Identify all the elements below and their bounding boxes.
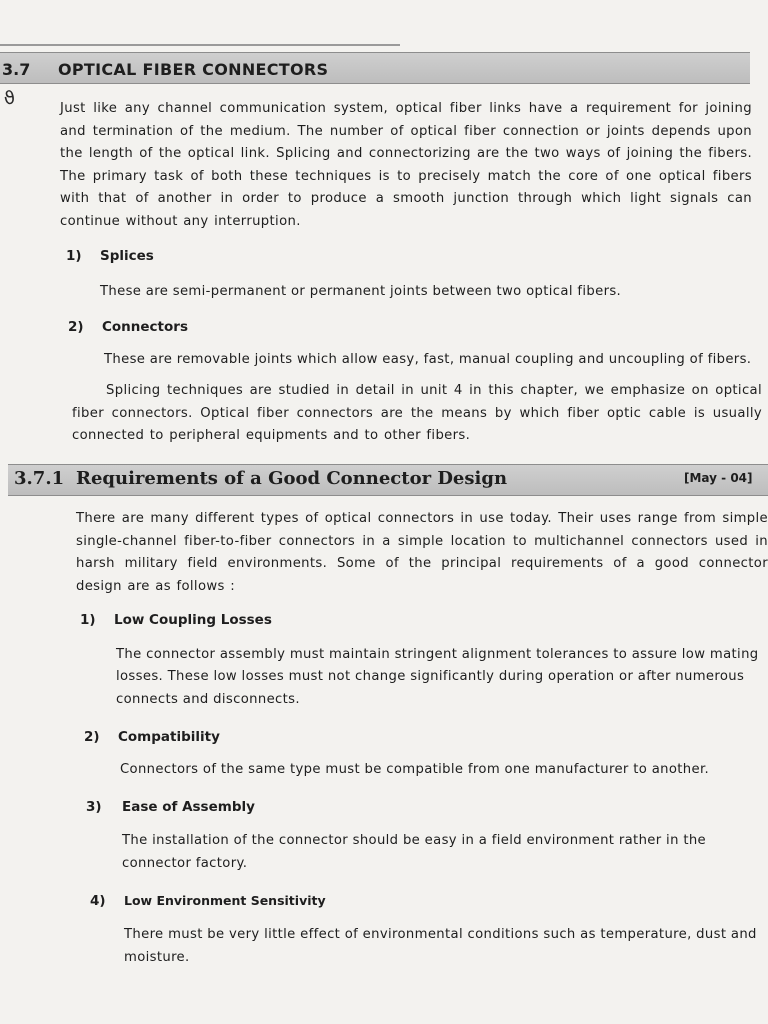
requirement-body-line: losses. These low losses must not change significantly during operation or after numerous <box>116 669 745 684</box>
requirement-heading-ease-of-assembly: Ease of Assembly <box>122 799 255 815</box>
subsection-title: Requirements of a Good Connector Design <box>76 468 508 489</box>
margin-annotation: ϑ <box>2 87 17 110</box>
requirement-body-line: There must be very little effect of environmental conditions such as temperature, dust and <box>124 927 757 942</box>
intro-paragraph: Just like any channel communication system, optical fiber links have a requirement for joining and termination of the medium. The number of optical fiber connection or joints depends upon the length of the optical link. Splicing and connectorizing are the two ways of joining the fibers. The primary task of both these techniques is to precisely match the core of one optical fibers with that of another in order to produce a smooth junction through which light signals can continue without any interruption. <box>60 101 752 229</box>
requirement-number: 2) <box>84 729 100 745</box>
requirement-body-line: Connectors of the same type must be compatible from one manufacturer to another. <box>120 762 710 777</box>
requirement-number: 4) <box>90 893 106 909</box>
method-number: 2) <box>68 319 84 335</box>
method-number: 1) <box>66 248 82 264</box>
section-title: OPTICAL FIBER CONNECTORS <box>58 60 329 79</box>
subsection-number: 3.7.1 <box>14 468 65 489</box>
requirement-number: 1) <box>80 612 96 628</box>
requirement-heading-compatibility: Compatibility <box>118 729 220 745</box>
exam-tag: [May - 04] <box>684 471 753 485</box>
requirement-body-line: moisture. <box>124 950 190 965</box>
requirement-body-line: connector factory. <box>122 856 248 871</box>
requirement-body-line: The connector assembly must maintain stringent alignment tolerances to assure low mating <box>116 647 759 662</box>
requirement-body-line: connects and disconnects. <box>116 692 300 707</box>
splicing-paragraph: Splicing techniques are studied in detail in unit 4 in this chapter, we emphasize on optical fiber connectors. Optical fiber connectors are the means by which fiber optic cable is usually connected to peripheral equipments and to other fibers. <box>72 383 762 443</box>
requirement-heading-low-coupling-losses: Low Coupling Losses <box>114 612 272 628</box>
method-body-splices: These are semi-permanent or permanent joints between two optical fibers. <box>100 284 622 299</box>
subsection-paragraph: There are many different types of optical connectors in use today. Their uses range from simple single-channel fiber-to-fiber connectors in a simple location to multichannel connectors used in harsh military field environments. Some of the principal requirements of a good connector design are as follows : <box>76 511 768 594</box>
requirement-number: 3) <box>86 799 102 815</box>
top-rule <box>0 44 400 46</box>
method-heading-connectors: Connectors <box>102 319 188 335</box>
section-number: 3.7 <box>2 60 31 79</box>
method-heading-splices: Splices <box>100 248 154 264</box>
requirement-heading-low-environment-sensitivity: Low Environment Sensitivity <box>124 893 326 908</box>
requirement-body-line: The installation of the connector should be easy in a field environment rather in the <box>122 833 707 848</box>
method-body-connectors: These are removable joints which allow easy, fast, manual coupling and uncoupling of fibers. <box>104 352 752 367</box>
